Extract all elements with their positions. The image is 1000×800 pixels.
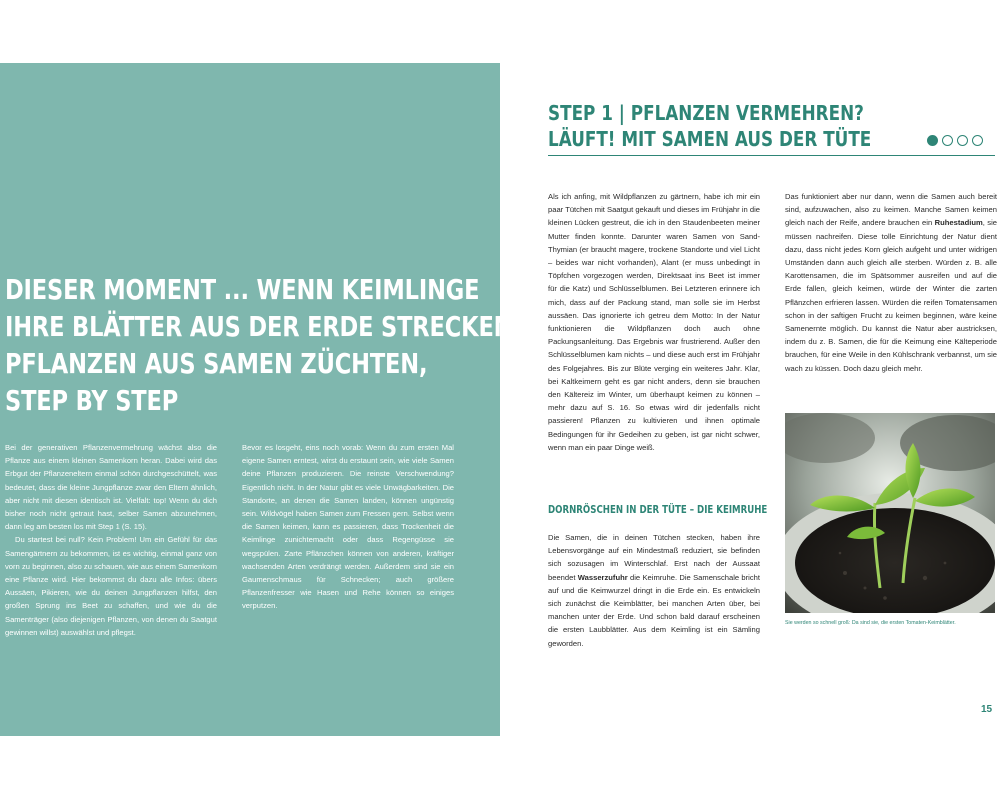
photo-caption: Sie werden so schnell groß: Da sind sie, die ersten Tomaten-Keimblätter. xyxy=(785,620,956,626)
body-paragraph-1: Als ich anfing, mit Wildpflanzen zu gärtnern, habe ich mir ein paar Tütchen mit Saatgut gekauft und dieses im Frühjahr in die kleinen Lücken gestreut, die ich in den Staudenbeeten meiner Mutter finden konnte. Darunter waren Samen von Sand-Thymian (er braucht magere, trockene Standorte und viel Licht – beides war nicht vorhanden), Alant (er muss unbedingt in Töpfchen vorgezogen werden, Direktsaat ins Beet ist immer für die Katz) und Schlüsselblumen. Bei Letzteren erinnere ich mich, dass auf der Packung stand, man solle sie im Herbst aussäen. Das ignorierte ich getreu dem Motto: In der Natur funktionieren die Wildpflanzen doch auch ohne Packungsanleitung. Das Ergebnis war frustrierend. Außer den Schlüsselblumen kam nichts – und diese auch erst im Frühjahr des Folgejahres. Bis zur Blüte verging ein weiteres Jahr. Klar, bei Kaltkeimern geht es gar nicht anders, denn sie brauchen den Kältereiz im Winter, um überhaupt keimen zu können – mehr dazu auf S. 16. So etwas wird dir jedenfalls nicht passieren! Pflanzen zu kultivieren und ihnen optimale Bedingungen für ihr Gedeihen zu geben, ist gar nicht schwer, wenn man ein paar Dinge weiß. xyxy=(548,192,760,452)
title-divider xyxy=(548,155,995,156)
body-paragraph-3-text-a: Das funktioniert aber nur dann, wenn die Samen auch bereit sind, aufzuwachen, also zu keimen. Manche Samen keimen gleich nach der Reife, andere brauchen ein xyxy=(785,192,997,228)
intro-paragraph-2: Du startest bei null? Kein Problem! Um ein Gefühl für das Samengärtnern zu bekommen, ist es wichtig, einmal ganz von vorn zu beginnen, also zu schauen, wie aus einem Samenkorn eine Pflanze wird. Hier bekommst du dazu alle Infos: übers Aussäen, Pikieren, wie du deinen Jungpflanzen hilfst, den großen Sprung ins Beet zu schaffen, und wie du die Samenträger (also diejenigen Pflanzen, von denen du Saatgut gewinnen willst) auswählst und pflegst. xyxy=(5,535,217,637)
left-intro-column-1 xyxy=(5,441,217,639)
seedling-photo xyxy=(785,413,995,613)
seedling-illustration xyxy=(785,413,995,613)
intro-paragraph-1: Bei der generativen Pflanzenvermehrung wächst also die Pflanze aus einem kleinen Samenkorn heran. Dabei wird das Erbgut der Pflanzeneltern einmal schön durchgeschüttelt, was bedeutet, dass die kleine Jungpflanze zwar den Eltern ähnlich, aber nicht mit diesen identisch ist. Vielfalt: top! Wenn du dich bisher noch nicht getraut hast, selber Samen abzunehmen, dann leg am besten los mit Step 1 (S. 15). xyxy=(5,443,217,532)
step-title xyxy=(548,100,871,152)
body-paragraph-3-text-b: , sie müssen nachreifen. Diese tolle Einrichtung der Natur dient dazu, dass nicht jedes Korn gleich aufgeht und unter widrigen Umständen dann auch gleich alle sterben. Würden z. B. alle Karottensamen, die im Spätsommer ausreifen und auf die Erde fallen, gleich keimen, würde der Winter die zarten Pflänzchen erfrieren lassen. Würden die reifen Tomatensamen schon in der saftigen Frucht zu keimen beginnen, wäre keine Samenernte möglich. Du kannst die Natur aber austricksen, indem du z. B. Samen, die für die Keimung eine Kälteperiode brauchen, für eine Weile in den Kühlschrank verbannst, um sie wach zu küssen. Doch dazu gleich mehr. xyxy=(785,218,997,373)
step-dot-2 xyxy=(942,135,953,146)
body-paragraph-2-text-b: die Keimruhe. Die Samenschale bricht auf und die Keimwurzel dringt in die Erde ein. Es entwickeln sich zunächst die Keimblätter, bei manchen Arten über, bei manchen unter der Erde. Und schon bald darauf erscheinen die ersten Laubblätter. Aus dem Keimling ist ein Sämling geworden. xyxy=(548,572,760,648)
step-dot-1-filled xyxy=(927,135,938,146)
keyword-wasserzufuhr: Wasserzufuhr xyxy=(577,572,628,582)
headline-line-3: PFLANZEN AUS SAMEN ZÜCHTEN, xyxy=(5,348,428,380)
step-progress-dots xyxy=(927,135,983,146)
chapter-headline xyxy=(5,272,522,420)
left-intro-column-2 xyxy=(242,441,454,613)
body-paragraph-2 xyxy=(548,531,760,650)
headline-line-4: STEP BY STEP xyxy=(5,385,179,417)
headline-line-1: DIESER MOMENT ... WENN KEIMLINGE xyxy=(5,274,480,306)
step-title-line-2: LÄUFT! MIT SAMEN AUS DER TÜTE xyxy=(548,127,872,151)
section-subheading: DORNRÖSCHEN IN DER TÜTE – DIE KEIMRUHE xyxy=(548,504,768,516)
intro-paragraph-3: Bevor es losgeht, eins noch vorab: Wenn du zum ersten Mal eigene Samen erntest, wirst du erstaunt sein, wie viele Samen deine Pflanzen produzieren. Die reinste Verschwendung? Eigentlich nicht. In der Natur gibt es viele Unwägbarkeiten. Die Standorte, an denen die Samen landen, können ungünstig sein. Wildvögel haben Samen zum Fressen gern. Selbst wenn die Samen keimen, kann es passieren, dass Trockenheit die Keimlinge zunichtemacht oder dass Regengüsse sie wegspülen. Zarte Pflänzchen können von anderen, kräftiger wachsenden Arten verdrängt werden. Außerdem sind sie ein Gaumenschmaus für Schnecken; auch größere Pflanzenfresser wie Hasen und Rehe können so einiges verputzen. xyxy=(242,443,454,611)
right-column-1-lower xyxy=(548,531,760,650)
step-dot-4 xyxy=(972,135,983,146)
step-dot-3 xyxy=(957,135,968,146)
right-column-1 xyxy=(548,190,760,454)
keyword-ruhestadium: Ruhestadium xyxy=(934,218,983,228)
page-number: 15 xyxy=(981,704,993,715)
right-column-2 xyxy=(785,190,997,375)
step-title-line-1: STEP 1 | PFLANZEN VERMEHREN? xyxy=(548,101,864,125)
body-paragraph-2-text-a: Die Samen, die in deinen Tütchen stecken, haben ihre Lebensvorgänge auf ein Mindestmaß reduziert, sie befinden sich sozusagen im Winterschlaf. Erst nach der Aussaat beendet xyxy=(548,533,760,582)
body-paragraph-3 xyxy=(785,190,997,375)
headline-line-2: IHRE BLÄTTER AUS DER ERDE STRECKEN: xyxy=(5,311,522,343)
